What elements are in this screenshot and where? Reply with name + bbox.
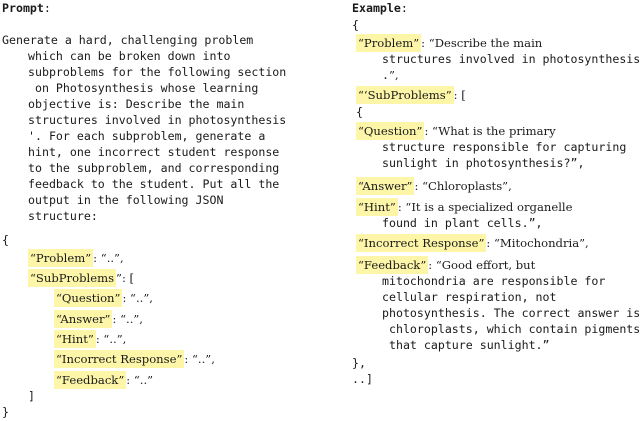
example-sub-open: { xyxy=(356,105,363,119)
prompt-text-line: hint, one incorrect student response xyxy=(28,145,280,159)
prompt-problem-value: : “..”, xyxy=(93,251,124,265)
prompt-text-line: feedback to the student. Put all the xyxy=(28,177,280,191)
example-subproblems-key: “‘SubProblems” xyxy=(358,88,452,102)
example-feedback-cont: chloroplasts, which contain pigments xyxy=(382,322,640,336)
example-question-cont: structure responsible for capturing xyxy=(382,140,627,154)
prompt-hint-value: : “..”, xyxy=(95,332,127,346)
prompt-close-bracket: ] xyxy=(28,389,35,403)
prompt-feedback-row xyxy=(54,373,153,388)
prompt-text-line: subproblems for the following section xyxy=(28,65,287,79)
prompt-incorrect-row xyxy=(54,352,215,367)
example-feedback-value: : “Good effort, but xyxy=(428,258,536,272)
example-hint-key: “Hint” xyxy=(358,200,396,214)
prompt-text-line: structure: xyxy=(28,209,98,223)
example-hint-value: : “It is a specialized organelle xyxy=(397,200,573,214)
prompt-feedback-key: “Feedback” xyxy=(56,373,125,387)
prompt-text-line: '. For each subproblem, generate a xyxy=(28,129,266,143)
prompt-subproblems-key: “SubProblems xyxy=(30,271,115,285)
prompt-question-value: : “..”, xyxy=(122,291,153,305)
example-feedback-cont: photosynthesis. The correct answer is xyxy=(382,306,640,320)
prompt-text-line: on Photosynthesis whose learning xyxy=(28,81,259,95)
prompt-answer-value: : “..”, xyxy=(112,312,143,326)
example-problem-close: ”, xyxy=(388,68,399,82)
example-incorrect-key: “Incorrect Response” xyxy=(358,236,485,250)
example-question-value: : “What is the primary xyxy=(424,124,556,138)
prompt-text-line: to the subproblem, and corresponding xyxy=(28,161,280,175)
example-ellipsis-close: ..] xyxy=(352,372,373,386)
prompt-answer-key: “Answer” xyxy=(56,312,111,326)
example-problem-value: : “Describe the main xyxy=(421,36,543,50)
example-hint-cont: found in plant cells.”, xyxy=(382,216,543,230)
example-heading-text: Example xyxy=(352,1,401,15)
prompt-question-row xyxy=(54,291,153,306)
example-problem-end xyxy=(382,68,399,83)
prompt-problem-row xyxy=(28,251,124,266)
prompt-question-key: “Question” xyxy=(56,291,121,305)
example-heading xyxy=(352,1,408,16)
prompt-answer-row xyxy=(54,312,143,327)
example-problem-key: “Problem” xyxy=(358,36,420,50)
example-heading-colon: : xyxy=(400,1,408,15)
example-feedback-row xyxy=(356,258,535,273)
prompt-feedback-value: : “..” xyxy=(126,373,154,387)
example-subproblems-row xyxy=(356,88,466,103)
example-incorrect-value: : “Mitochondria”, xyxy=(486,236,589,250)
example-answer-key: “Answer” xyxy=(358,179,413,193)
example-problem-row xyxy=(356,36,542,51)
prompt-text-line: Generate a hard, challenging problem xyxy=(2,33,254,47)
prompt-incorrect-value: : “..”, xyxy=(184,352,215,366)
example-feedback-key: “Feedback” xyxy=(358,258,427,272)
example-sub-close: }, xyxy=(352,356,366,370)
example-feedback-cont: that capture sunlight.” xyxy=(382,338,550,352)
example-answer-row xyxy=(356,179,512,194)
prompt-incorrect-key: “Incorrect Response” xyxy=(56,352,183,366)
example-answer-value: : “Chloroplasts”, xyxy=(414,179,512,193)
prompt-heading-colon: : xyxy=(43,1,51,15)
prompt-problem-key: “Problem” xyxy=(30,251,92,265)
example-feedback-cont: cellular respiration, not xyxy=(382,290,557,304)
prompt-hint-row xyxy=(54,332,126,347)
prompt-close-brace: } xyxy=(2,405,9,419)
example-feedback-cont: mitochondria are responsible for xyxy=(382,274,606,288)
example-open-brace: { xyxy=(352,18,359,32)
prompt-heading-text: Prompt xyxy=(2,1,44,15)
example-hint-row xyxy=(356,200,573,215)
example-problem-period: . xyxy=(382,68,389,82)
prompt-hint-key: “Hint” xyxy=(56,332,94,346)
example-problem-cont: structures involved in photosynthesis xyxy=(382,52,640,66)
prompt-subproblems-row xyxy=(28,271,134,286)
example-question-row xyxy=(356,124,556,139)
prompt-subproblems-value: ”: [ xyxy=(116,271,135,285)
prompt-open-brace: { xyxy=(2,233,9,247)
prompt-text-line: output in the following JSON xyxy=(28,193,224,207)
example-question-cont: sunlight in photosynthesis?”, xyxy=(382,156,585,170)
example-subproblems-value: : [ xyxy=(453,88,466,102)
prompt-text-line: structures involved in photosynthesis xyxy=(28,113,287,127)
example-question-key: “Question” xyxy=(358,124,423,138)
prompt-text-line: which can be broken down into xyxy=(28,49,231,63)
prompt-text-line: objective is: Describe the main xyxy=(28,97,245,111)
prompt-heading xyxy=(2,1,51,16)
example-incorrect-row xyxy=(356,236,589,251)
